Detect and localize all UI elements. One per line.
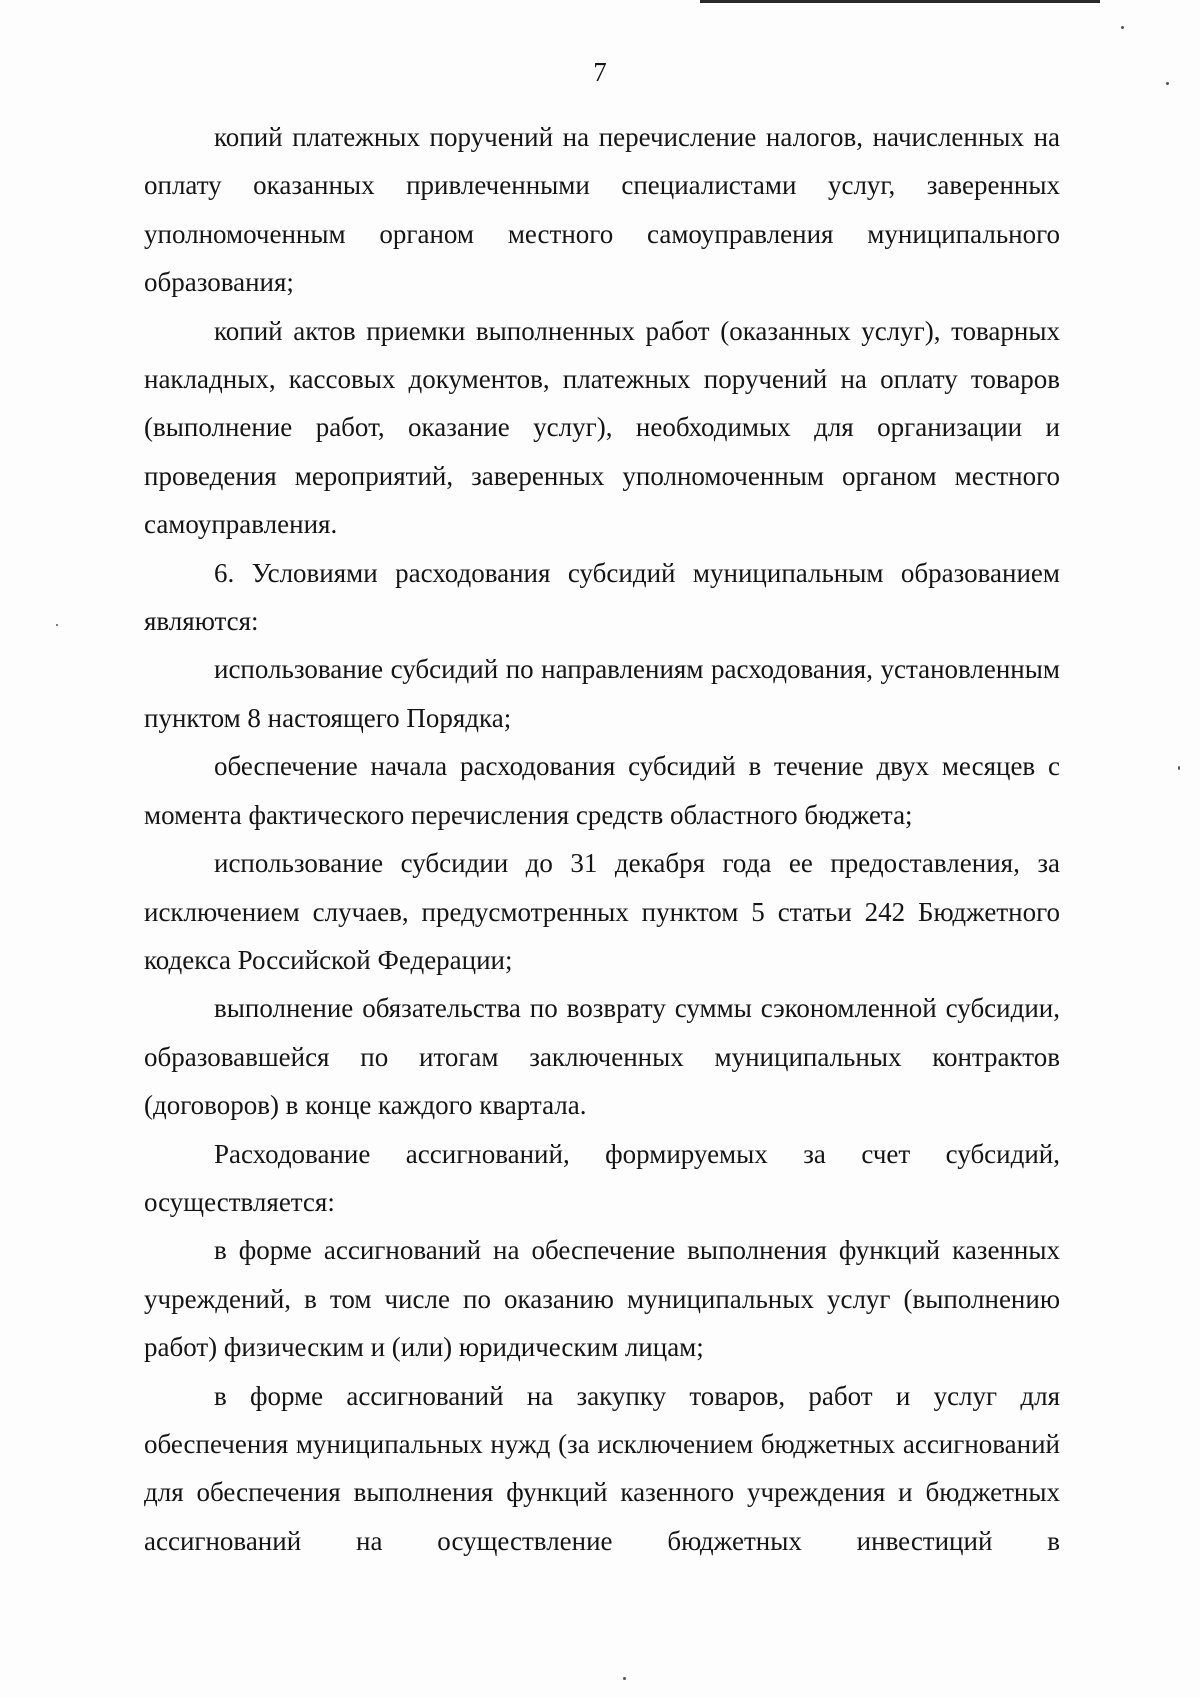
paragraph-spending-of-allocations: Расходование ассигнований, формируемых за счет субсидий, осуществляется: [144,1138,1060,1217]
scan-speck [1121,26,1124,29]
paragraph-use-until-december: использование субсидии до 31 декабря года ее предоставления, за исключением случаев, предусмотренных пунктом 5 статьи 242 Бюджетного кодекса Российской Федерации; [144,848,1060,975]
paragraph-form-procurement: в форме ассигнований на закупку товаров, работ и услуг для обеспечения муниципальных нужд (за исключением бюджетных ассигнований для обеспечения выполнения функций казенного учреждения и бюджетных ассигнований на осуществление бюджетных инвестиций в [144,1380,1060,1556]
scan-edge-rule [700,0,1100,3]
paragraph-start-of-spending: обеспечение начала расходования субсидий в течение двух месяцев с момента фактического перечисления средств областного бюджета; [144,751,1060,830]
page-number: 7 [593,57,607,87]
paragraph-acceptance-acts: копий актов приемки выполненных работ (оказанных услуг), товарных накладных, кассовых документов, платежных поручений на оплату товаров (выполнение работ, оказание услуг), необходимых для организации и проведения мероприятий, заверенных уполномоченным органом местного самоуправления. [144,315,1060,540]
scan-speck [623,1677,626,1680]
scan-speck [1166,82,1169,85]
paragraph-payment-orders-taxes: копий платежных поручений на перечисление налогов, начисленных на оплату оказанных привлеченными специалистами услуг, заверенных уполномоченным органом местного самоуправления муниципального образования; [144,122,1060,298]
scan-speck [1178,766,1180,770]
document-body [144,113,1060,1565]
scan-speck [56,624,58,626]
paragraph-section-6-conditions: 6. Условиями расходования субсидий муниципальным образованием являются: [144,557,1060,637]
paragraph-return-obligation: выполнение обязательства по возврату суммы сэкономленной субсидии, образовавшейся по итогам заключенных муниципальных контрактов (договоров) в конце каждого квартала. [144,993,1060,1121]
paragraph-use-by-directions: использование субсидий по направлениям расходования, установленным пунктом 8 настоящего Порядка; [144,654,1060,733]
paragraph-form-state-institutions: в форме ассигнований на обеспечение выполнения функций казенных учреждений, в том числе по оказанию муниципальных услуг (выполнению работ) физическим и (или) юридическим лицам; [144,1235,1060,1363]
